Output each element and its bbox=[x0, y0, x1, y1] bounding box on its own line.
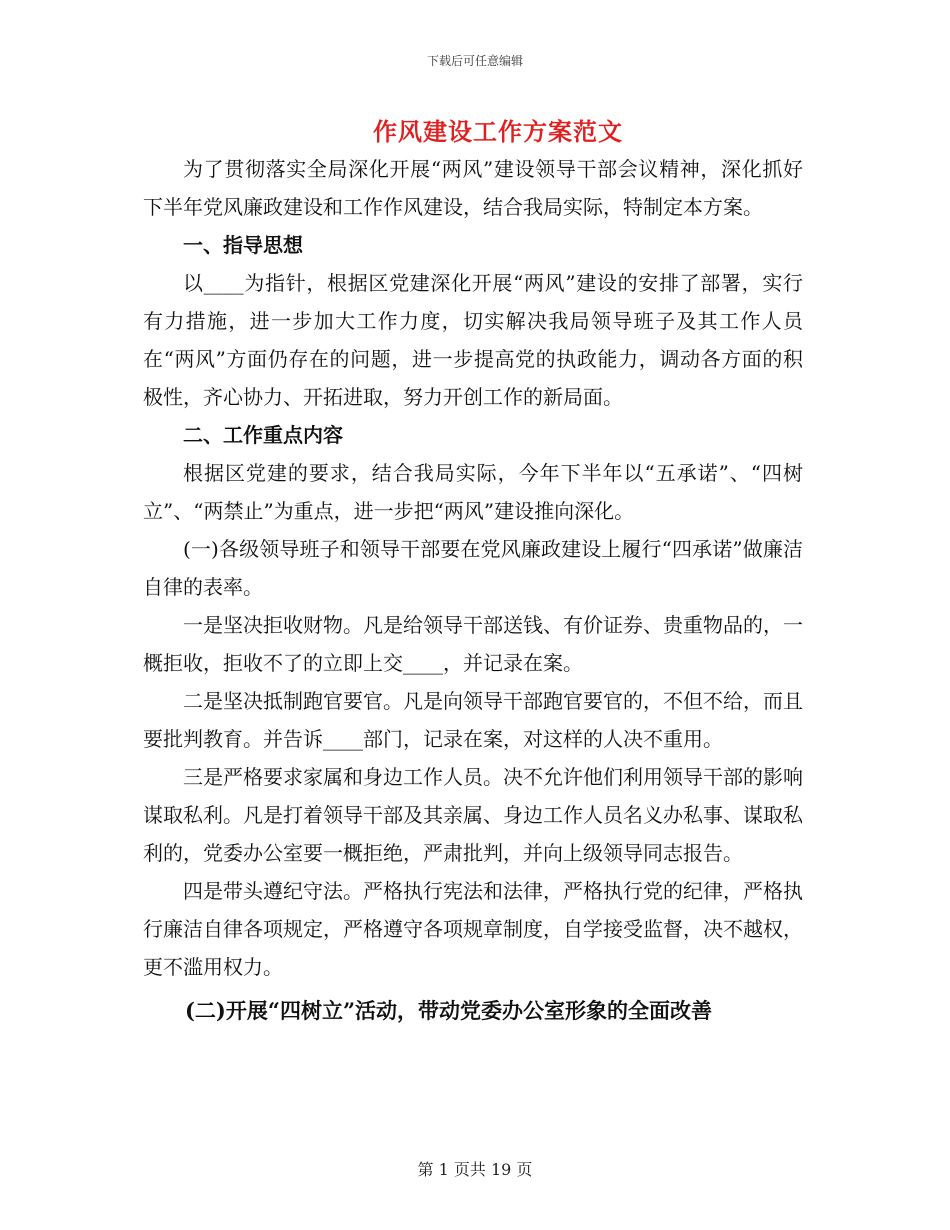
paragraph-intro: 为了贯彻落实全局深化开展“两风”建设领导干部会议精神，深化抓好下半年党风廉政建设和工作作风建设，结合我局实际，特制定本方案。 bbox=[143, 157, 803, 219]
paragraph-item-two: 二是坚决抵制跑官要官。凡是向领导干部跑官要官的，不但不给，而且要批判教育。并告诉____部门，记录在案，对这样的人决不重用。 bbox=[143, 689, 803, 751]
subsection-heading-two: (二)开展“四树立”活动，带动党委办公室形象的全面改善 bbox=[185, 998, 713, 1023]
paragraph-item-three: 三是严格要求家属和身边工作人员。决不允许他们利用领导干部的影响谋取私利。凡是打着领导干部及其亲属、身边工作人员名义办私事、谋取私利的，党委办公室要一概拒绝，严肃批判，并向上级领导同志报告。 bbox=[143, 765, 803, 865]
document-title: 作风建设工作方案范文 bbox=[373, 117, 623, 146]
paragraph-subsection-one: (一)各级领导班子和领导干部要在党风廉政建设上履行“四承诺”做廉洁自律的表率。 bbox=[143, 537, 803, 599]
section-heading-work-focus: 二、工作重点内容 bbox=[183, 423, 343, 447]
paragraph-item-one: 一是坚决拒收财物。凡是给领导干部送钱、有价证券、贵重物品的，一概拒收，拒收不了的立即上交____，并记录在案。 bbox=[143, 613, 803, 675]
paragraph-item-four: 四是带头遵纪守法。严格执行宪法和法律，严格执行党的纪律，严格执行廉洁自律各项规定，严格遵守各项规章制度，自学接受监督，决不越权，更不滥用权力。 bbox=[143, 879, 803, 979]
section-heading-guiding-ideology: 一、指导思想 bbox=[183, 233, 303, 257]
document-body bbox=[143, 150, 803, 1030]
paragraph-work-focus: 根据区党建的要求，结合我局实际，今年下半年以“五承诺”、“四树立”、“两禁止”为重点，进一步把“两风”建设推向深化。 bbox=[143, 461, 803, 523]
header-note: 下载后可任意编辑 bbox=[426, 54, 523, 68]
page-number-footer: 第 1 页共 19 页 bbox=[417, 1160, 533, 1179]
paragraph-guiding-ideology: 以____为指针，根据区党建深化开展“两风”建设的安排了部署，实行有力措施，进一步加大工作力度，切实解决我局领导班子及其工作人员在“两风”方面仍存在的问题，进一步提高党的执政能力，调动各方面的积极性，齐心协力、开拓进取，努力开创工作的新局面。 bbox=[143, 271, 803, 409]
